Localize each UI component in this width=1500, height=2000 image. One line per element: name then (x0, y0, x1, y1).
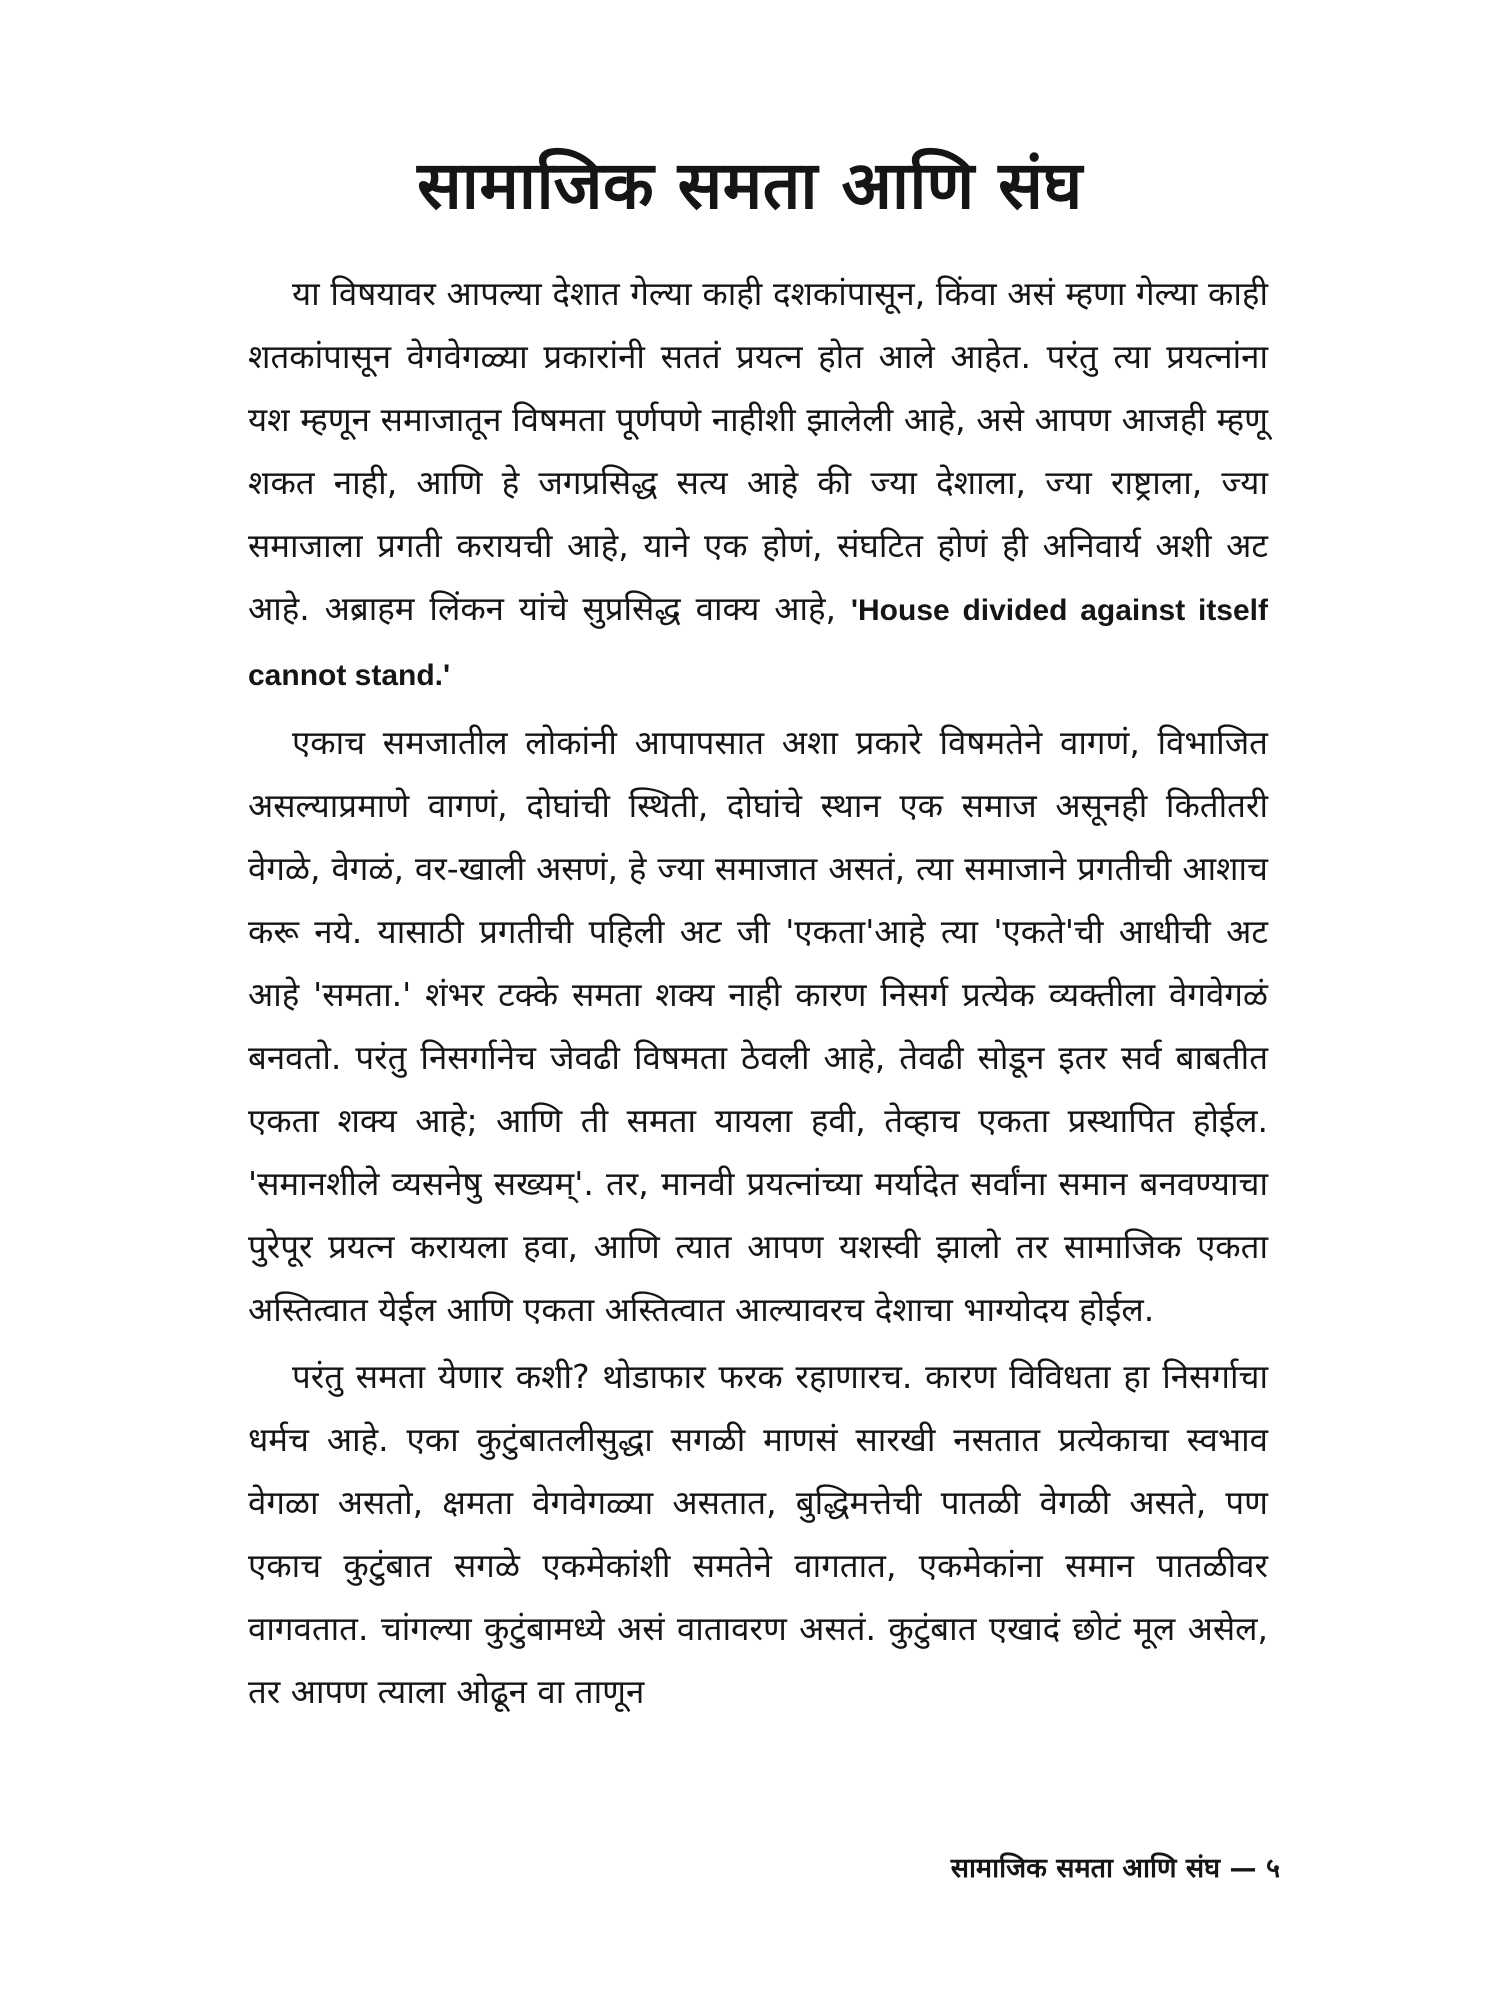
running-title: सामाजिक समता आणि संघ (950, 1853, 1221, 1884)
paragraph-2: एकाच समजातील लोकांनी आपापसात अशा प्रकारे विषमतेने वागणं, विभाजित असल्याप्रमाणे वागणं, दोघांची स्थिती, दोघांचे स्थान एक समाज असूनही कितीतरी वेगळे, वेगळं, वर-खाली असणं, हे ज्या समाजात असतं, त्या समाजाने प्रगतीची आशाच करू नये. यासाठी प्रगतीची पहिली अट जी 'एकता'आहे त्या 'एकते'ची आधीची अट आहे 'समता.' शंभर टक्के समता शक्य नाही कारण निसर्ग प्रत्येक व्यक्तीला वेगवेगळं बनवतो. परंतु निसर्गानेच जेवढी विषमता ठेवली आहे, तेवढी सोडून इतर सर्व बाबतीत एकता शक्य आहे; आणि ती समता यायला हवी, तेव्हाच एकता प्रस्थापित होईल. 'समानशीले व्यसनेषु सख्यम्'. तर, मानवी प्रयत्नांच्या मर्यादेत सर्वांना समान बनवण्याचा पुरेपूर प्रयत्न करायला हवा, आणि त्यात आपण यशस्वी झालो तर सामाजिक एकता अस्तित्वात येईल आणि एकता अस्तित्वात आल्यावरच देशाचा भाग्योदय होईल. (248, 723, 1268, 1329)
paragraph-1 (248, 262, 1268, 707)
body-text (248, 262, 1268, 1727)
lincoln-quote: 'House divided against itself cannot stand.' (248, 594, 1268, 692)
page-footer (860, 1848, 1280, 1885)
page-number: — ५ (1229, 1853, 1280, 1884)
paragraph-1-text: या विषयावर आपल्या देशात गेल्या काही दशकांपासून, किंवा असं म्हणा गेल्या काही शतकांपासून वेगवेगळ्या प्रकारांनी सततं प्रयत्न होत आले आहेत. परंतु त्या प्रयत्नांना यश म्हणून समाजातून विषमता पूर्णपणे नाहीशी झालेली आहे, असे आपण आजही म्हणू शकत नाही, आणि हे जगप्रसिद्ध सत्य आहे की ज्या देशाला, ज्या राष्ट्राला, ज्या समाजाला प्रगती करायची आहे, याने एक होणं, संघटित होणं ही अनिवार्य अशी अट आहे. अब्राहम लिंकन यांचे सुप्रसिद्ध वाक्य आहे, (248, 274, 1268, 628)
paragraph-3: परंतु समता येणार कशी? थोडाफार फरक रहाणारच. कारण विविधता हा निसर्गाचा धर्मच आहे. एका कुटुंबातलीसुद्धा सगळी माणसं सारखी नसतात प्रत्येकाचा स्वभाव वेगळा असतो, क्षमता वेगवेगळ्या असतात, बुद्धिमत्तेची पातळी वेगळी असते, पण एकाच कुटुंबात सगळे एकमेकांशी समतेने वागतात, एकमेकांना समान पातळीवर वागवतात. चांगल्या कुटुंबामध्ये असं वातावरण असतं. कुटुंबात एखादं छोटं मूल असेल, तर आपण त्याला ओढून वा ताणून (248, 1357, 1268, 1711)
chapter-title: सामाजिक समता आणि संघ (417, 147, 1083, 224)
